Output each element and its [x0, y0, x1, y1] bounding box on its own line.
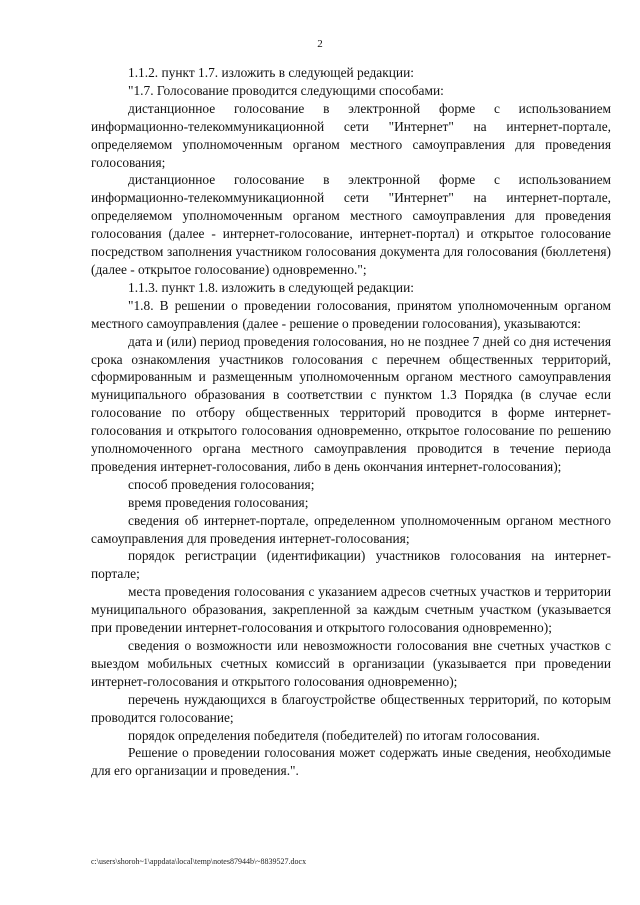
paragraph: дистанционное голосование в электронной форме с использованием информационно-телекоммуникационной сети "Интернет" на интернет-портале, определяемом уполномоченным органом местного самоуправления для проведения голосования; — [91, 100, 611, 170]
paragraph: порядок регистрации (идентификации) участников голосования на интернет-портале; — [91, 548, 611, 582]
document-body — [91, 64, 611, 780]
paragraph: сведения о возможности или невозможности голосования вне счетных участков с выездом мобильных счетных комиссий в организации (указывается при проведении интернет-голосования и открытого голосования одновременно); — [91, 638, 611, 689]
paragraph: Решение о проведении голосования может содержать иные сведения, необходимые для его организации и проведения.". — [91, 745, 611, 779]
paragraph: дистанционное голосование в электронной форме с использованием информационно-телекоммуникационной сети "Интернет" на интернет-портале, определяемом уполномоченным органом местного самоуправления для проведения голосования (далее - интернет-голосование, интернет-портал) и открытое голосование посредством заполнения участником голосования документа для голосования (бюллетеня) (далее - открытое голосование) одновременно."; — [91, 172, 611, 277]
paragraph: время проведения голосования; — [128, 494, 309, 510]
paragraph: 1.1.2. пункт 1.7. изложить в следующей редакции: — [128, 65, 414, 80]
page-number: 2 — [317, 38, 323, 50]
paragraph: места проведения голосования с указанием адресов счетных участков и территории муниципального образования, закрепленной за каждым счетным участком (указывается при проведении интернет-голосования и открытого голосования одновременно); — [91, 584, 611, 636]
paragraph: способ проведения голосования; — [128, 476, 315, 492]
paragraph: "1.7. Голосование проводится следующими способами: — [128, 82, 444, 98]
paragraph: порядок определения победителя (победителей) по итогам голосования. — [128, 727, 540, 743]
footer-file-path: c:\users\shoroh~1\appdata\local\temp\notes87944b\~8839527.docx — [91, 857, 307, 866]
paragraph: сведения об интернет-портале, определенном уполномоченным органом местного самоуправления для проведения интернет-голосования; — [91, 512, 611, 546]
paragraph: перечень нуждающихся в благоустройстве общественных территорий, по которым проводится голосование; — [91, 691, 611, 725]
paragraph: дата и (или) период проведения голосования, но не позднее 7 дней со дня истечения срока ознакомления участников голосования с перечнем общественных территорий, сформированным и размещенным уполномоченным органом местного самоуправления муниципального образования в соответствии с пунктом 1.3 Порядка (в случае если голосование по отбору общественных территорий проводится в форме интернет-голосования и открытого голосования одновременно, открытое голосование по решению уполномоченного органа местного самоуправления проводится в течение периода проведения интернет-голосования, либо в день окончания интернет-голосования); — [91, 333, 611, 474]
paragraph: 1.1.3. пункт 1.8. изложить в следующей редакции: — [128, 279, 414, 295]
paragraph: "1.8. В решении о проведении голосования, принятом уполномоченным органом местного самоуправления (далее - решение о проведении голосования), указываются: — [91, 297, 611, 331]
